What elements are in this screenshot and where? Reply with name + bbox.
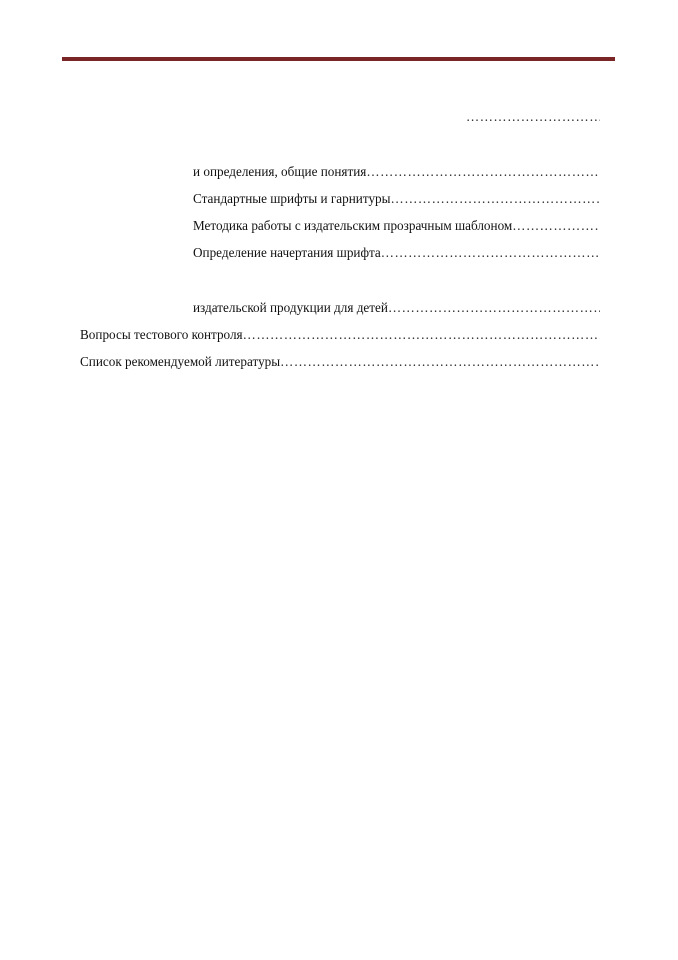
toc-entry-label: Методика работы с издательским прозрачным шаблоном [193, 218, 513, 233]
dot-leader [366, 163, 600, 181]
dot-leader [466, 108, 600, 126]
toc-entry[interactable] [193, 190, 600, 208]
toc-entry[interactable] [466, 108, 600, 126]
toc-entry-label: и определения, общие понятия [193, 164, 367, 179]
dot-leader [512, 217, 600, 235]
dot-leader [381, 244, 600, 262]
toc-entry[interactable] [193, 244, 600, 262]
toc-entry-label: издательской продукции для детей [193, 300, 388, 315]
dot-leader [391, 190, 600, 208]
toc-entry[interactable] [193, 163, 600, 181]
dot-leader [280, 353, 600, 371]
toc-entry-label: Определение начертания шрифта [193, 245, 381, 260]
toc-entry[interactable] [193, 299, 600, 317]
dot-leader [388, 299, 600, 317]
toc-entry-label: Вопросы тестового контроля [80, 327, 243, 342]
toc-entry[interactable] [193, 217, 600, 235]
toc-entry-label: Список рекомендуемой литературы [80, 354, 281, 369]
toc-entry[interactable] [80, 353, 600, 371]
toc-entry[interactable] [80, 326, 600, 344]
dot-leader [243, 326, 600, 344]
toc-entry-label: Стандартные шрифты и гарнитуры [193, 191, 391, 206]
